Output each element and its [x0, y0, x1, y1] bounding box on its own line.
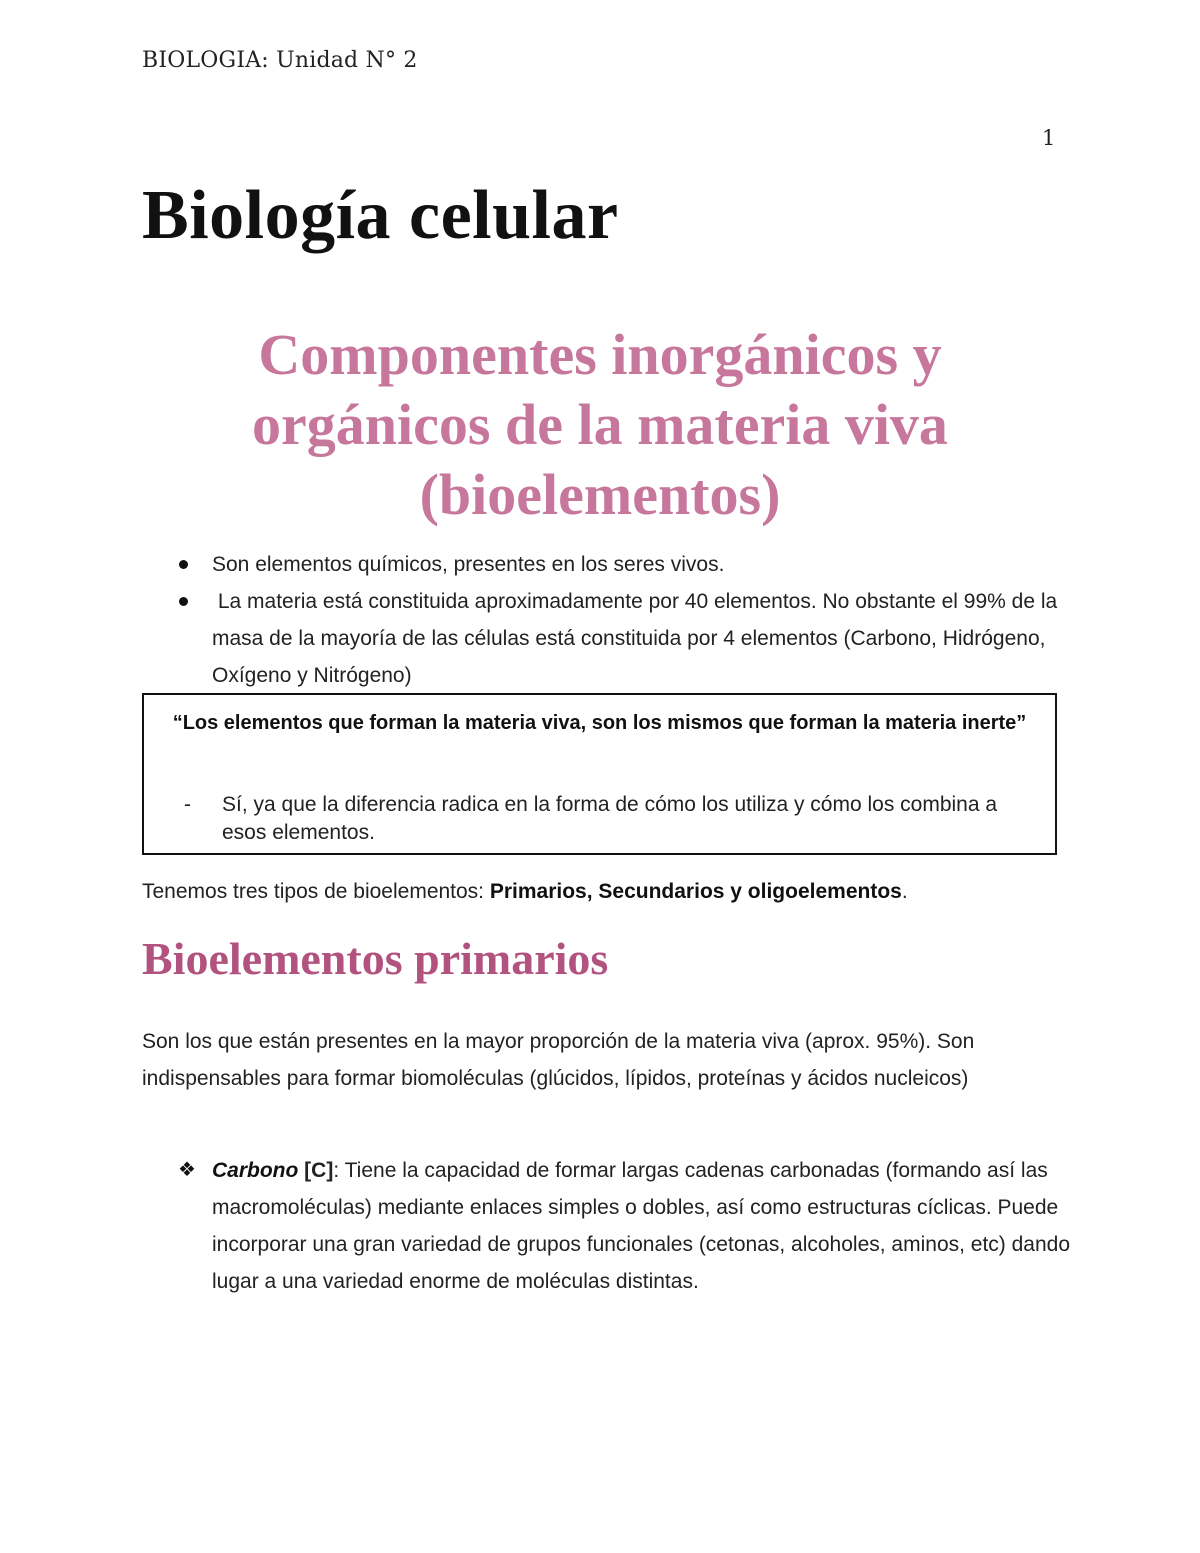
- list-item-text: Son elementos químicos, presentes en los seres vivos.: [212, 553, 725, 576]
- bullet-dot-icon: [179, 597, 188, 606]
- carbono-description: Tiene la capacidad de formar largas cadenas carbonadas (formando así las macromoléculas) mediante enlaces simples o dobles, así como estructuras cíclicas. Puede incorporar una gran variedad de grupos funcionales (cetonas, alcoholes, aminos, etc) dando lugar a una variedad enorme de moléculas distintas.: [212, 1159, 1076, 1293]
- subtitle-line: (bioelementos): [419, 462, 781, 527]
- page-number: 1: [1042, 126, 1056, 150]
- document-subtitle: [140, 320, 1060, 530]
- carbono-symbol: [C]: [304, 1159, 334, 1182]
- document-title: Biología celular: [142, 177, 619, 254]
- subtitle-line: orgánicos de la materia viva: [252, 392, 948, 457]
- subtitle-line: Componentes inorgánicos y: [258, 322, 942, 387]
- types-prefix: Tenemos tres tipos de bioelementos:: [142, 880, 490, 903]
- quote-answer: [184, 791, 1004, 847]
- list-item-text: La materia está constituida aproximadamente por 40 elementos. No obstante el 99% de la masa de la mayoría de las células está constituida por 4 elementos (Carbono, Hidrógeno, Oxígeno y Nitrógeno): [212, 590, 1064, 687]
- list-item: [142, 583, 1062, 694]
- section-heading: Bioelementos primarios: [142, 933, 609, 984]
- section-paragraph: Son los que están presentes en la mayor proporción de la materia viva (aprox. 95%). Son indispensables para formar biomoléculas (glúcidos, lípidos, proteínas y ácidos nucleicos): [142, 1030, 975, 1090]
- quote-text: “Los elementos que forman la materia viva, son los mismos que forman la materia inerte”: [172, 712, 1027, 734]
- list-item: [142, 546, 1062, 583]
- bioelement-types-line: [142, 876, 908, 908]
- carbono-item: [142, 1152, 1076, 1300]
- carbono-colon: :: [333, 1159, 340, 1182]
- carbono-name: Carbono: [212, 1159, 299, 1182]
- carbono-text: [142, 1152, 1076, 1300]
- bullet-dot-icon: [179, 560, 188, 569]
- dash-bullet: -: [184, 793, 191, 816]
- bullet-list: [142, 546, 1062, 694]
- page-header: BIOLOGIA: Unidad N° 2: [142, 48, 418, 73]
- types-bold: Primarios, Secundarios y oligoelementos: [489, 880, 902, 903]
- types-suffix: .: [901, 880, 908, 903]
- diamond-bullet-icon: ❖: [178, 1159, 196, 1181]
- quote-box: [142, 693, 1057, 855]
- answer-text: Sí, ya que la diferencia radica en la forma de cómo los utiliza y cómo los combina a esos elementos.: [222, 793, 998, 844]
